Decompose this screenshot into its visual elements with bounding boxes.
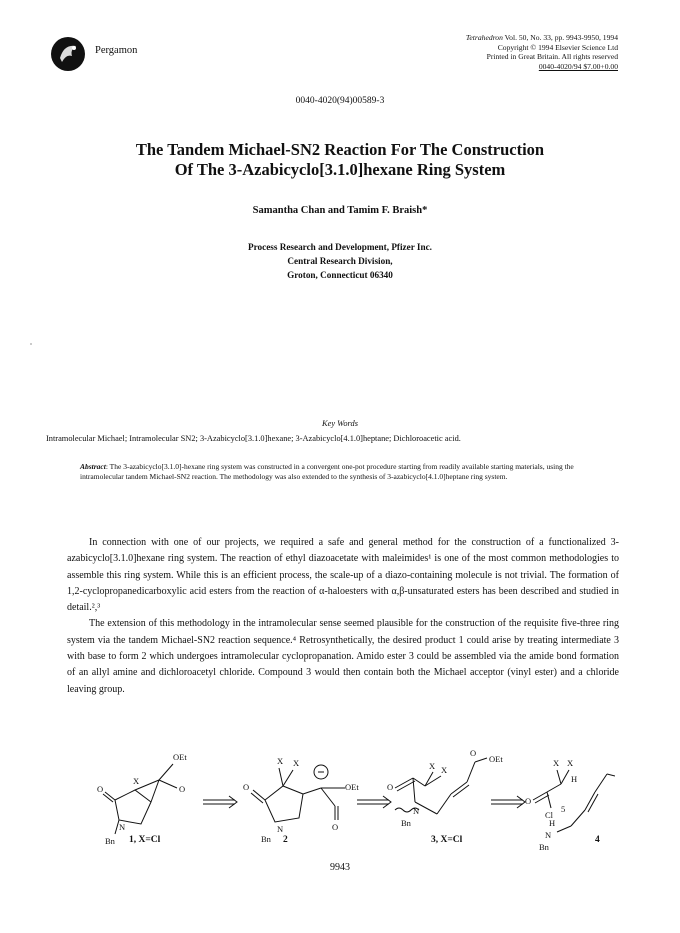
abstract-text: : The 3-azabicyclo[3.1.0]-hexane ring system was constructed in a convergent one-pot procedure starting from readily available starting materials, using the intramolecular tandem Michael-SN2 reaction. The methodology was also extended to the synthesis of 3-azabicyclo[4.1.0]heptane ring system. (80, 462, 574, 481)
body-text (67, 535, 619, 698)
scheme-x-2: X (277, 756, 284, 766)
scheme-o-4: O (332, 822, 339, 832)
copyright-line: Copyright © 1994 Elsevier Science Ltd (497, 42, 618, 52)
scheme-x-7: X (567, 758, 574, 768)
scheme-bn-1: Bn (105, 836, 115, 846)
scheme-x-3: X (293, 758, 300, 768)
keywords-text: Intramolecular Michael; Intramolecular SN2; 3-Azabicyclo[3.1.0]hexane; 3-Azabicyclo[4.1.0]heptane; Dichloroacetic acid. (46, 434, 461, 443)
scheme-o-1: O (179, 784, 186, 794)
scheme-cl-1: Cl (545, 810, 554, 820)
scheme-bn-2: Bn (261, 834, 271, 844)
scheme-n-4: N (545, 830, 552, 840)
scheme-o-6: O (470, 748, 477, 758)
scheme-x-5: X (441, 765, 448, 775)
scheme-x-1: X (133, 776, 140, 786)
scheme-label-4: 4 (595, 835, 600, 845)
abstract (80, 462, 600, 482)
paper-title (40, 140, 640, 180)
scheme-label-5: 5 (561, 804, 566, 814)
scheme-label-1: 1, X=Cl (129, 835, 161, 845)
scheme-bn-4: Bn (539, 842, 549, 852)
publisher-name: Pergamon (95, 45, 138, 56)
affiliation-line-3: Groton, Connecticut 06340 (287, 270, 393, 280)
publication-info (466, 33, 618, 71)
scheme-h-2: H (549, 818, 556, 828)
retrosynthesis-scheme (95, 742, 615, 852)
title-line-2: Of The 3-Azabicyclo[3.1.0]hexane Ring System (174, 160, 506, 179)
scan-speck (30, 343, 32, 345)
title-line-1: The Tandem Michael-SN2 Reaction For The Construction (135, 140, 545, 159)
doi: 0040-4020(94)00589-3 (295, 96, 385, 106)
scheme-o-7: O (525, 796, 532, 806)
scheme-n-3: N (413, 806, 420, 816)
scheme-oet-1: OEt (173, 752, 187, 762)
scheme-oet-2: OEt (345, 782, 359, 792)
keywords-heading: Key Words (322, 419, 358, 428)
scheme-n-1: N (119, 822, 126, 832)
journal-name: Tetrahedron (465, 33, 503, 42)
affiliation (0, 240, 680, 282)
page-number: 9943 (330, 862, 350, 873)
scheme-oet-3: OEt (489, 754, 503, 764)
affiliation-line-2: Central Research Division, (287, 256, 393, 266)
scheme-o-5: O (387, 782, 394, 792)
scheme-label-3: 3, X=Cl (431, 835, 463, 845)
journal-volume: Vol. 50, No. 33, pp. 9943-9950, 1994 (502, 33, 618, 42)
affiliation-line-1: Process Research and Development, Pfizer Inc. (248, 242, 432, 252)
paragraph-1: In connection with one of our projects, we required a safe and general method for the construction of a functionalized 3-azabicyclo[3.1.0]hexane ring system. The reaction of ethyl diazoacetate with maleimides¹ is one of the most common methodologies to assemble this ring system. While this is an efficient process, the scale-up of a diazo-containing molecule is not trivial. The formation of 1,2-cyclopropanedicarboxylic acid esters from the reaction of α-haloesters with α,β-unsaturated esters has been described and studied in detail.²,³ (67, 537, 619, 614)
paragraph-2: The extension of this methodology in the intramolecular sense seemed plausible for the construction of the requisite five-three ring system via the tandem Michael-SN2 reaction sequence.⁴ Retrosynthetically, the desired product 1 could arise by treating intermediate 3 with base to form 2 which undergoes intramolecular cyclopropanation. Amido ester 3 could be assembled via the amide bond formation of an allyl amine and dichloroacetyl chloride. Compound 3 would then contain both the Michael acceptor (vinyl ester) and a chloride leaving group. (67, 618, 619, 695)
scheme-h-1: H (571, 774, 578, 784)
pergamon-logo (50, 36, 86, 72)
scheme-bn-3: Bn (401, 818, 411, 828)
scheme-x-6: X (553, 758, 560, 768)
scheme-o-3: O (243, 782, 250, 792)
scheme-o-2: O (97, 784, 104, 794)
scheme-n-2: N (277, 824, 284, 834)
authors: Samantha Chan and Tamim F. Braish* (252, 205, 428, 216)
scheme-x-4: X (429, 761, 436, 771)
scheme-label-2: 2 (283, 835, 288, 845)
printed-line: Printed in Great Britain. All rights reserved (486, 52, 618, 62)
price-line: 0040-4020/94 $7.00+0.00 (538, 61, 618, 71)
abstract-label: Abstract (80, 462, 106, 471)
